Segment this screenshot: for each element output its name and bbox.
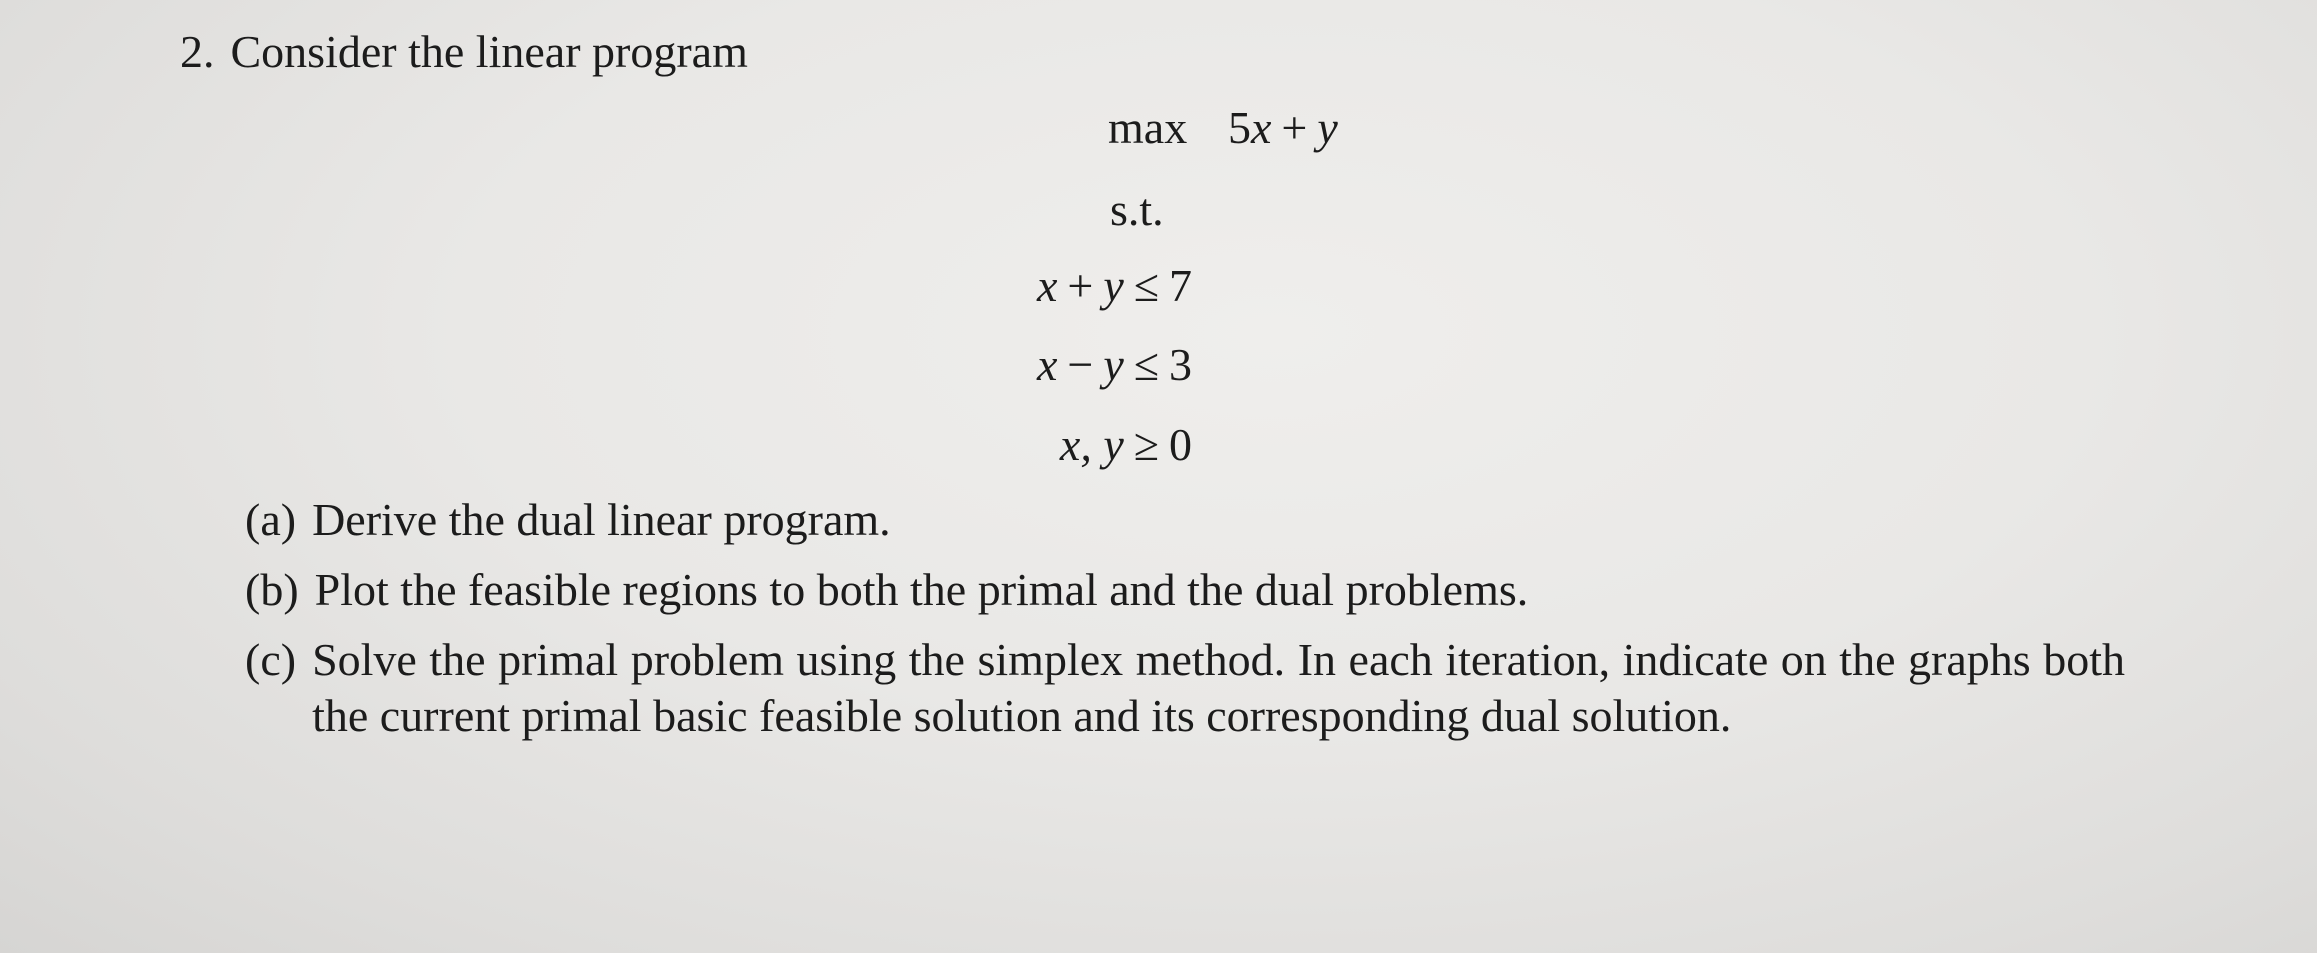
- constraint-2: [1037, 335, 1192, 395]
- objective-keyword: max: [1108, 102, 1188, 153]
- problem-intro: Consider the linear program: [230, 26, 748, 77]
- subject-to-label: s.t.: [1110, 184, 1164, 235]
- part-a: [245, 492, 2125, 548]
- constraint-2-op: −: [1067, 339, 1094, 390]
- objective-var-x: x: [1251, 102, 1272, 153]
- constraint-2-var-a: x: [1036, 339, 1058, 390]
- constraint-3-relation: ≥: [1133, 419, 1159, 470]
- objective-coef-x: 5: [1228, 102, 1251, 153]
- part-a-label: (a): [245, 494, 297, 545]
- problem-number: 2.: [180, 26, 215, 77]
- part-b: [245, 562, 2125, 618]
- constraint-3-rhs: 0: [1169, 419, 1192, 470]
- objective-plus: +: [1281, 102, 1308, 153]
- constraint-1: [1037, 256, 1192, 316]
- part-c-text: Solve the primal problem using the simplex method. In each iteration, indicate on the graphs both the current primal basic feasible solution and its corresponding dual solution.: [312, 634, 2125, 741]
- constraint-2-relation: ≤: [1133, 339, 1159, 390]
- constraint-3-vars: x, y: [1059, 419, 1124, 470]
- part-b-text: Plot the feasible regions to both the primal and the dual problems.: [314, 564, 1529, 615]
- constraint-1-relation: ≤: [1133, 260, 1159, 311]
- constraint-1-op: +: [1067, 260, 1094, 311]
- problem-parts: [245, 492, 2125, 758]
- constraint-2-rhs: 3: [1169, 339, 1192, 390]
- constraint-2-var-b: y: [1103, 339, 1124, 390]
- constraint-1-rhs: 7: [1169, 260, 1192, 311]
- part-b-label: (b): [245, 564, 299, 615]
- constraint-1-var-b: y: [1103, 260, 1124, 311]
- part-c-label: (c): [245, 634, 297, 685]
- problem-heading: [180, 22, 748, 82]
- constraint-1-var-a: x: [1036, 260, 1058, 311]
- part-c: [245, 632, 2125, 744]
- objective-var-y: y: [1317, 102, 1338, 153]
- part-a-text: Derive the dual linear program.: [312, 494, 891, 545]
- constraint-nonnegativity: [1060, 415, 1192, 475]
- objective-line: [1108, 98, 1338, 158]
